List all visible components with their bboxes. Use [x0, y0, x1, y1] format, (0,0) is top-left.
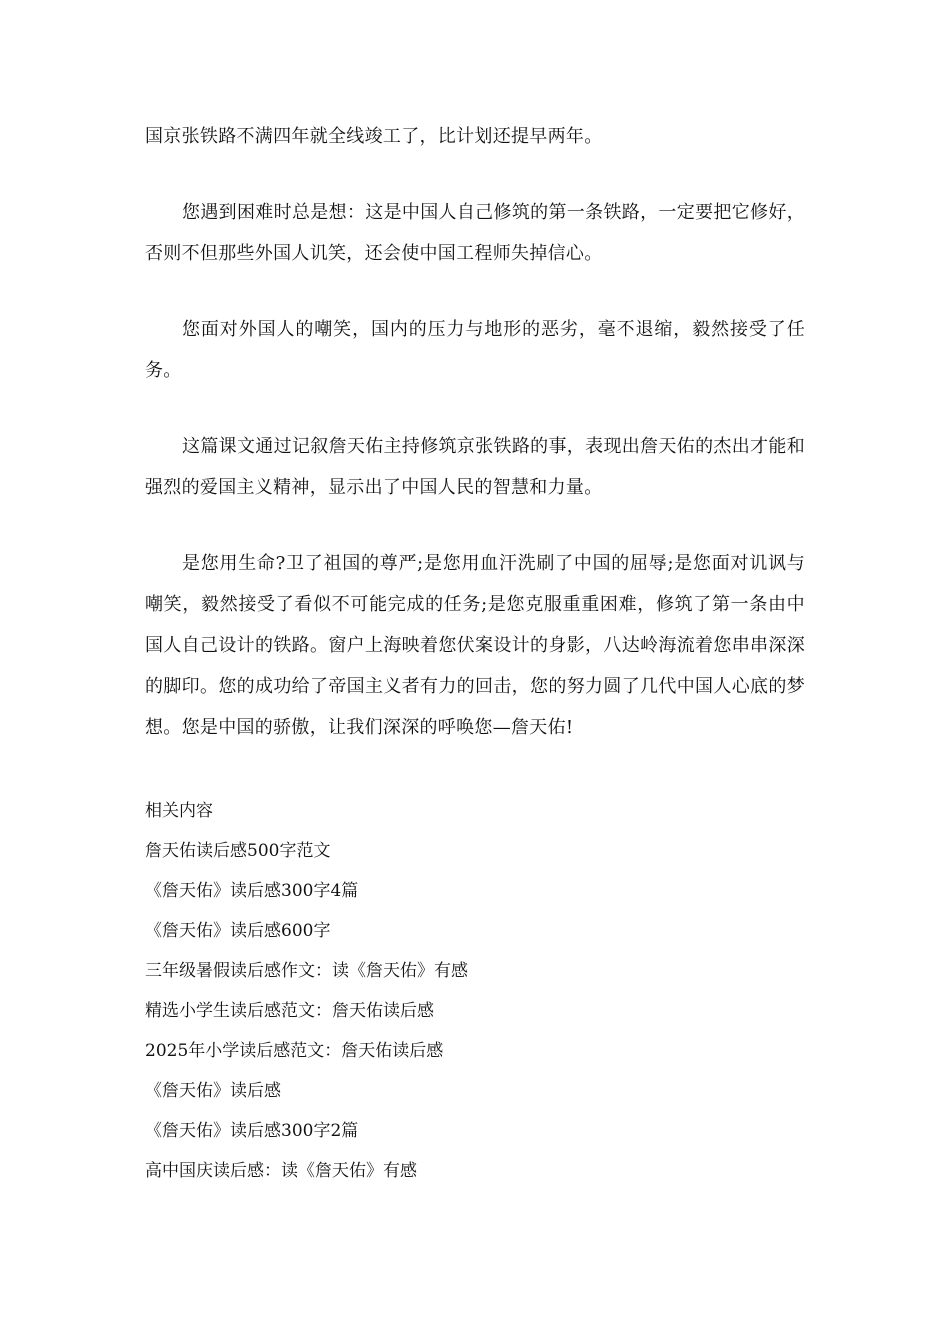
related-link[interactable]: 2025年小学读后感范文：詹天佑读后感	[145, 1041, 444, 1061]
paragraph-spacer	[145, 508, 805, 543]
paragraph-3: 您面对外国人的嘲笑，国内的压力与地形的恶劣，毫不退缩，毅然接受了任务。	[145, 319, 805, 381]
related-item[interactable]	[145, 951, 805, 991]
paragraph-spacer	[145, 391, 805, 426]
related-item[interactable]	[145, 871, 805, 911]
paragraph-spacer	[145, 157, 805, 192]
related-item[interactable]	[145, 1071, 805, 1111]
article-body	[145, 116, 805, 1191]
paragraph-4: 这篇课文通过记叙詹天佑主持修筑京张铁路的事，表现出詹天佑的杰出才能和强烈的爱国主义精神，显示出了中国人民的智慧和力量。	[145, 436, 805, 498]
related-link[interactable]: 高中国庆读后感：读《詹天佑》有感	[145, 1161, 417, 1181]
related-item[interactable]	[145, 991, 805, 1031]
related-item[interactable]	[145, 1111, 805, 1151]
related-link[interactable]: 精选小学生读后感范文：詹天佑读后感	[145, 1001, 434, 1021]
paragraph-spacer	[145, 274, 805, 309]
related-link[interactable]: 《詹天佑》读后感600字	[145, 921, 331, 941]
related-content-heading: 相关内容	[145, 801, 213, 821]
related-link[interactable]: 詹天佑读后感500字范文	[145, 841, 331, 861]
paragraph-2: 您遇到困难时总是想：这是中国人自己修筑的第一条铁路，一定要把它修好，否则不但那些外国人讥笑，还会使中国工程师失掉信心。	[145, 202, 805, 264]
paragraph-5: 是您用生命?卫了祖国的尊严;是您用血汗洗刷了中国的屈辱;是您面对讥讽与嘲笑，毅然接受了看似不可能完成的任务;是您克服重重困难，修筑了第一条由中国人自己设计的铁路。窗户上海映着您伏案设计的身影，八达岭海流着您串串深深的脚印。您的成功给了帝国主义者有力的回击，您的努力圆了几代中国人心底的梦想。您是中国的骄傲，让我们深深的呼唤您—詹天佑!	[145, 553, 805, 738]
related-link[interactable]: 《詹天佑》读后感	[145, 1081, 281, 1101]
related-item[interactable]	[145, 1031, 805, 1071]
related-link[interactable]: 《詹天佑》读后感300字2篇	[145, 1121, 359, 1141]
related-link[interactable]: 《詹天佑》读后感300字4篇	[145, 881, 359, 901]
related-item[interactable]	[145, 911, 805, 951]
paragraph-1: 国京张铁路不满四年就全线竣工了，比计划还提早两年。	[145, 126, 603, 147]
related-link[interactable]: 三年级暑假读后感作文：读《詹天佑》有感	[145, 961, 468, 981]
related-content-list	[145, 831, 805, 1191]
related-item[interactable]	[145, 831, 805, 871]
related-item[interactable]	[145, 1151, 805, 1191]
